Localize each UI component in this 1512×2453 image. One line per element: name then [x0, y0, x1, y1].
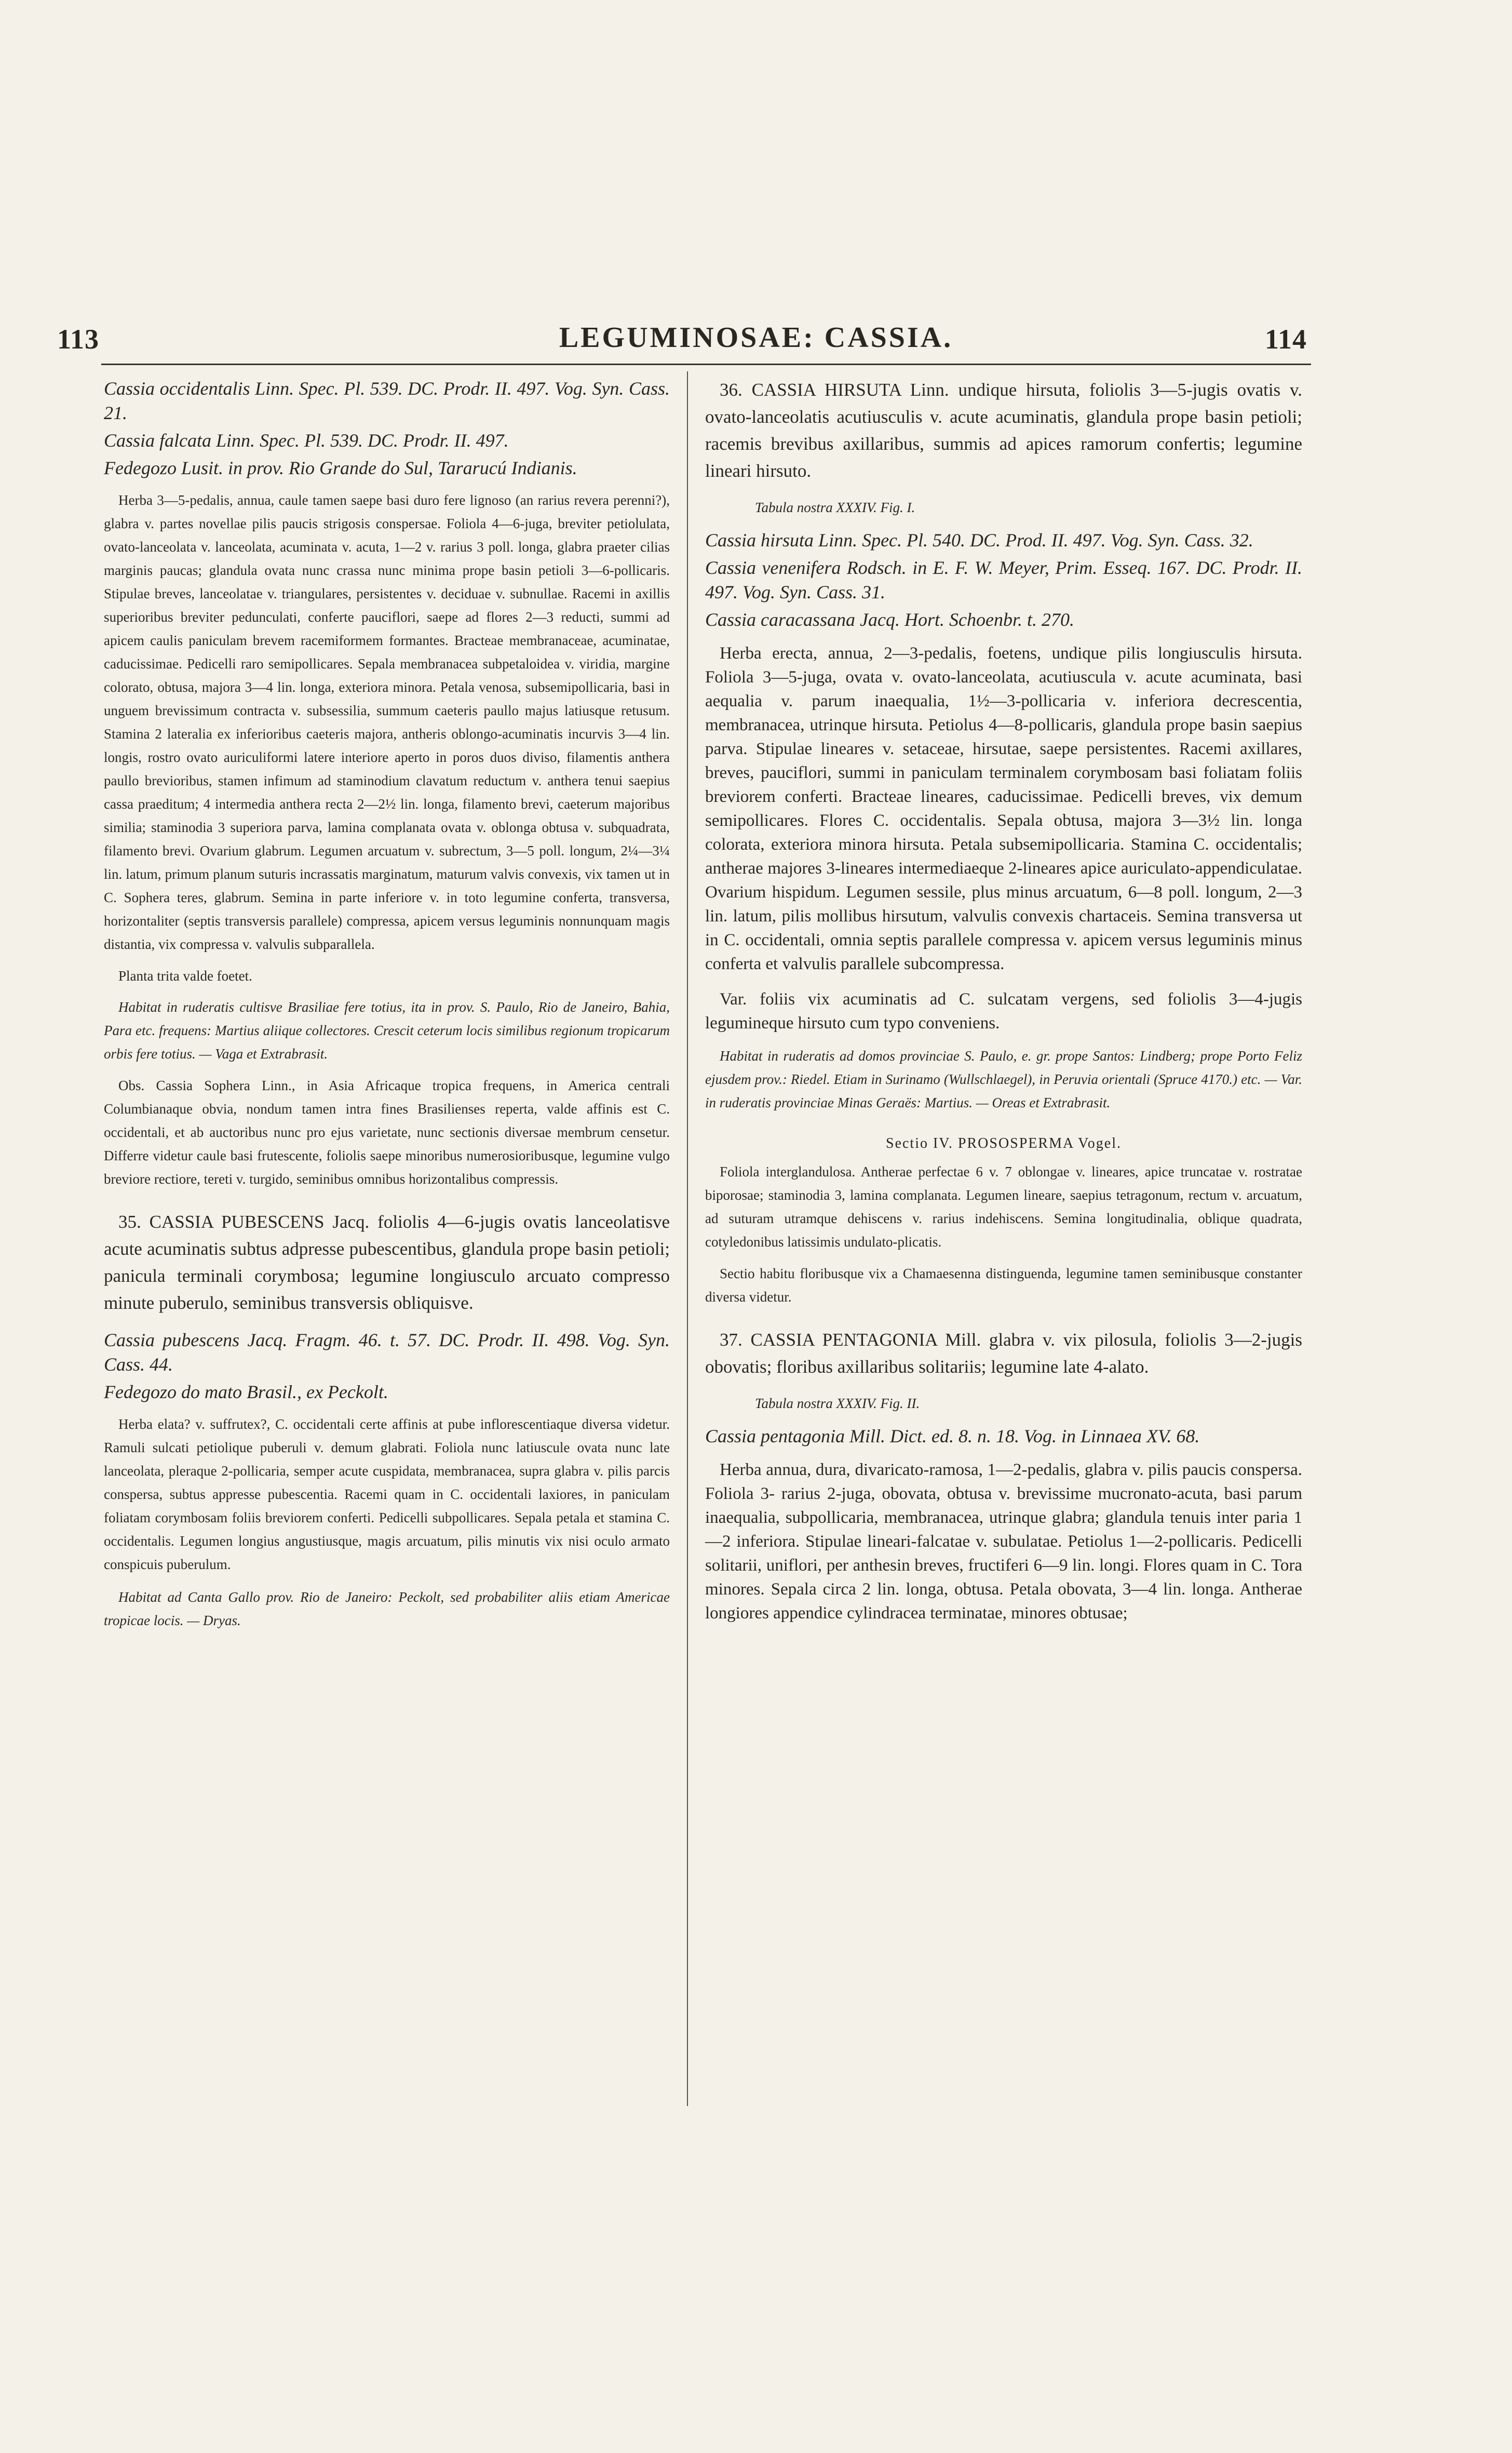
page-number-left: 113	[57, 324, 100, 355]
page-number-right: 114	[1264, 324, 1307, 355]
vernacular-names: Fedegozo do mato Brasil., ex Peckolt.	[104, 1382, 388, 1402]
header-rule	[101, 364, 1311, 365]
habitat: Habitat in ruderatis cultisve Brasiliae fere totius, ita in prov. S. Paulo, Rio de Janeiro, Bahia, Para etc. frequens: Martius aliique collectores. Crescit ceterum locis similibus regionum tropicarum orbis fere totius. — Vaga et Extrabrasit.	[104, 999, 670, 1062]
right-column	[705, 377, 1302, 1625]
description: Herba elata? v. suffrutex?, C. occidentali certe affinis at pube inflorescentiaque diversa videtur. Ramuli sulcati petiolique puberuli v. demum glabrati. Foliola nunc latiuscule ovata nunc late lanceolata, pleraque 2-pollicaria, semper acute cuspidata, membranacea, supra glabra v. pilis parcis conspersa, subtus appresse pubescentia. Racemi quam in C. occidentali laxiores, in paniculam foliatam corymbosam foliis breviorem conferti. Pedicelli subpollicares. Sepala petala et stamina C. occidentalis. Legumen longius angustiusque, magis arcuatum, pilis minutis vix nisi oculo armato conspicuis puberulum.	[104, 1416, 670, 1572]
running-title: LEGUMINOSAE: CASSIA.	[559, 321, 953, 354]
plate-reference: Tabula nostra XXXIV. Fig. II.	[755, 1396, 920, 1411]
section-heading: Sectio IV. PROSOSPERMA Vogel.	[886, 1135, 1122, 1151]
section-description: Foliola interglandulosa. Antherae perfectae 6 v. 7 oblongae v. lineares, apice truncatae v. rostratae biporosae; staminodia 3, lamina complanata. Legumen lineare, saepius tetragonum, rectum v. arcuatum, ad suturam utramque dehiscens v. rarius indehiscens. Semina longitudinalia, oblique quadrata, cotyledonibus latissimis undulato-plicatis.	[705, 1164, 1302, 1250]
description: Herba annua, dura, divaricato-ramosa, 1—2-pedalis, glabra v. pilis paucis conspersa. Foliola 3- rarius 2-juga, obovata, obtusa v. brevissime mucronato-acuta, basi parum inaequalia, subpollicaria, membranacea, utrinque glabra; glandula tenuis inter paria 1—2 inferiora. Stipulae lineari-falcatae v. subulatae. Petiolus 1—2-pollicaris. Pedicelli solitarii, uniflori, per anthesin breves, fructiferi 6—9 lin. longi. Flores quam in C. Tora minores. Sepala circa 2 lin. longa, obtusa. Petala obovata, 3—4 lin. longa. Antherae longiores appendice cylindracea terminatae, minores obtusae;	[705, 1460, 1302, 1623]
habitat: Habitat in ruderatis ad domos provinciae S. Paulo, e. gr. prope Santos: Lindberg; prope Porto Feliz ejusdem prov.: Riedel. Etiam in Surinamo (Wullschlaegel), in Peruvia orientali (Spruce 4170.) etc. — Var. in ruderatis provinciae Minas Geraës: Martius. — Oreas et Extrabrasit.	[705, 1048, 1302, 1110]
description: Herba erecta, annua, 2—3-pedalis, foetens, undique pilis longiusculis hirsuta. Foliola 3—5-juga, ovata v. ovato-lanceolata, acutiuscula v. acute acuminata, basi aequalia v. parum inaequalia, 1½—3-pollicaria v. inferiora decrescentia, membranacea, utrinque hirsuta. Petiolus 4—8-pollicaris, glandula prope basin saepius parva. Stipulae lineares v. setaceae, hirsutae, saepe persistentes. Racemi axillares, breves, pauciflori, summi in paniculam terminalem corymbosam basi foliatam foliis breviorem conferti. Bracteae lineares, caducissimae. Pedicelli breves, vix demum semipollicares. Flores C. occidentalis. Sepala obtusa, majora 3—3½ lin. longa colorata, exteriora minora hirsuta. Petala subsemipollicaria. Stamina C. occidentalis; antherae majores 3-lineares intermediaeque 2-lineares apice auriculato-appendiculatae. Ovarium hispidum. Legumen sessile, plus minus arcuatum, 6—8 poll. longum, 2—3 lin. latum, pilis mollibus hirsutum, valvulis convexis chartaceis. Semina transversa ut in C. occidentali, omnia septis parallele compressa v. apicem versus leguminis minus conferta et valvulis parallele subcompressa.	[705, 644, 1302, 973]
plate-reference: Tabula nostra XXXIV. Fig. I.	[755, 500, 915, 515]
section-note: Sectio habitu floribusque vix a Chamaesenna distinguenda, legumine tamen seminibusque constanter diversa videtur.	[705, 1266, 1302, 1305]
synonym: Cassia pentagonia Mill. Dict. ed. 8. n. 18. Vog. in Linnaea XV. 68.	[705, 1426, 1200, 1446]
observation: Obs. Cassia Sophera Linn., in Asia Africaque tropica frequens, in America centrali Columbianaque obvia, nondum tamen intra fines Brasilienses reperta, valde affinis est C. occidentali, et ab auctoribus nunc pro ejus varietate, nunc sectionis diversae membrum censetur. Differre videtur caule basi frutescente, foliolis saepe minoribus numerosioribusque, legumine vulgo breviore rectiore, tereti v. turgido, seminibus omnibus horizontalibus compressis.	[104, 1078, 670, 1187]
species-37-diagnosis: 37. CASSIA PENTAGONIA Mill. glabra v. vix pilosula, foliolis 3—2-jugis obovatis; floribus axillaribus solitariis; legumine late 4-alato.	[705, 1330, 1302, 1377]
synonym: Cassia venenifera Rodsch. in E. F. W. Meyer, Prim. Esseq. 167. DC. Prodr. II. 497. Vog. Syn. Cass. 31.	[705, 557, 1302, 602]
synonym: Cassia pubescens Jacq. Fragm. 46. t. 57. DC. Prodr. II. 498. Vog. Syn. Cass. 44.	[104, 1330, 670, 1375]
synonym: Cassia falcata Linn. Spec. Pl. 539. DC. Prodr. II. 497.	[104, 430, 509, 451]
synonym: Cassia caracassana Jacq. Hort. Schoenbr. t. 270.	[705, 609, 1074, 630]
habitat: Habitat ad Canta Gallo prov. Rio de Janeiro: Peckolt, sed probabiliter aliis etiam Americae tropicae locis. — Dryas.	[104, 1589, 670, 1628]
synonym: Cassia hirsuta Linn. Spec. Pl. 540. DC. Prod. II. 497. Vog. Syn. Cass. 32.	[705, 530, 1253, 551]
variety: Var. foliis vix acuminatis ad C. sulcatam vergens, sed foliolis 3—4-jugis legumineque hirsuto cum typo conveniens.	[705, 990, 1302, 1033]
vernacular-names: Fedegozo Lusit. in prov. Rio Grande do Sul, Tararucú Indianis.	[104, 458, 577, 478]
description: Herba 3—5-pedalis, annua, caule tamen saepe basi duro fere lignoso (an rarius revera perenni?), glabra v. partes novellae pilis paucis strigosis conspersae. Foliola 4—6-juga, breviter petiolulata, ovato-lanceolata v. lanceolata, acuminata v. acuta, 1—2 v. rarius 3 poll. longa, glabra praeter cilias marginis paucas; glandula ovata nunc crassa nunc minima prope basin petioli 3—6-pollicaris. Stipulae breves, lanceolatae v. triangulares, persistentes v. deciduae v. subnullae. Racemi in axillis superioribus breviter pedunculati, conferte pauciflori, saepe ad flores 2—3 reducti, summi ad apicem caulis paniculam brevem racemiformem formantes. Bracteae membranaceae, acuminatae, caducissimae. Pedicelli raro semipollicares. Sepala membranacea subpetaloidea v. viridia, margine colorato, obtusa, majora 3—4 lin. longa, exteriora minora. Petala venosa, subsemipollicaria, basi in unguem brevissimum contracta v. subsessilia, summum caeteris paullo majus latiusque retusum. Stamina 2 lateralia ex inferioribus caeteris majora, antheris oblongo-acuminatis incurvis 3—4 lin. longis, rostro ovato auriculiformi latere interiore aperto in poros duos diviso, filamentis anthera paullo brevioribus, stamen infimum ad staminodium clavatum reductum v. anthera tenui saepius cassa praeditum; 4 intermedia anthera recta 2—2½ lin. longa, filamento brevi, caeterum majoribus similia; staminodia 3 superiora parva, lamina complanata ovata v. oblonga obtusa v. subquadrata, filamento brevi. Ovarium glabrum. Legumen arcuatum v. subrectum, 3—5 poll. longum, 2¼—3¼ lin. latum, primum planum suturis incrassatis marginatum, maturum valvis convexis, vix tamen ut in C. Sophera teres, glabrum. Semina in parte inferiore v. in toto legumine conferta, transversa, horizontaliter (septis transversis parallele) compressa, apicem versus leguminis nonnunquam magis distantia, vix compressa v. valvulis subparallela.	[104, 492, 670, 952]
column-divider	[687, 371, 688, 2106]
species-36-diagnosis: 36. CASSIA HIRSUTA Linn. undique hirsuta, foliolis 3—5-jugis ovatis v. ovato-lanceolatis acutiusculis v. acute acuminatis, glandula prope basin petioli; racemis brevibus axillaribus, summis ad apices ramorum confertis; legumine lineari hirsuto.	[705, 380, 1302, 481]
left-column	[104, 377, 670, 1632]
note: Planta trita valde foetet.	[118, 968, 252, 984]
synonym: Cassia occidentalis Linn. Spec. Pl. 539. DC. Prodr. II. 497. Vog. Syn. Cass. 21.	[104, 378, 670, 423]
species-35-diagnosis: 35. CASSIA PUBESCENS Jacq. foliolis 4—6-jugis ovatis lanceolatisve acute acuminatis subtus adpresse pubescentibus, glandula prope basin petioli; panicula terminali corymbosa; legumine longiusculo arcuato compresso minute puberulo, seminibus transversis obliquisve.	[104, 1212, 670, 1313]
